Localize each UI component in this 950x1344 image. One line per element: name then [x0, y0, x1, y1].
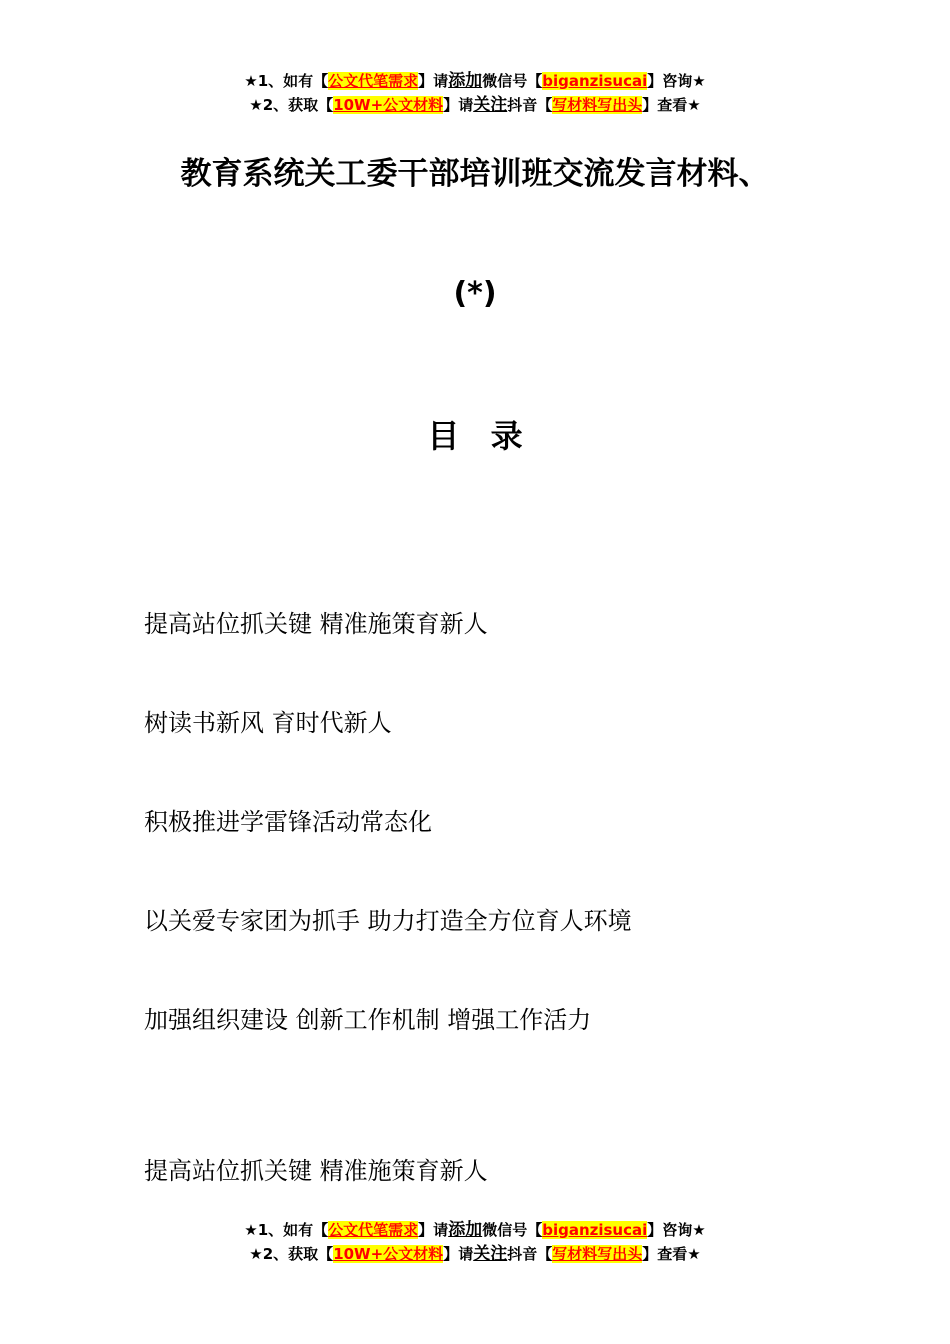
- highlight-douyin-id: 写材料写出头: [552, 96, 643, 114]
- toc-item: 提高站位抓关键 精准施策育新人: [144, 610, 488, 638]
- section-heading: 提高站位抓关键 精准施策育新人: [144, 1157, 488, 1185]
- banner-text: 】咨询★: [647, 72, 706, 90]
- toc-heading: 目 录: [427, 417, 533, 455]
- banner-emphasis: 添加: [448, 71, 483, 91]
- banner-text: 微信号【: [482, 1221, 543, 1239]
- banner-text: 】查看★: [642, 1245, 701, 1263]
- footer-banner: [0, 1218, 950, 1266]
- highlight-service: 公文代笔需求: [328, 1221, 419, 1239]
- banner-text: 】查看★: [642, 96, 701, 114]
- banner-emphasis: 添加: [448, 1220, 483, 1240]
- highlight-wechat-id: biganzisucai: [542, 1221, 648, 1239]
- banner-text: ★2、获取【: [249, 96, 334, 114]
- toc-item: 加强组织建设 创新工作机制 增强工作活力: [144, 1006, 592, 1034]
- header-banner: [0, 69, 950, 117]
- banner-text: ★1、如有【: [244, 1221, 329, 1239]
- banner-line-2: [0, 93, 950, 117]
- highlight-materials: 10W+公文材料: [333, 1245, 444, 1263]
- banner-text: 抖音【: [507, 1245, 553, 1263]
- document-subtitle: (*): [453, 276, 497, 311]
- highlight-douyin-id: 写材料写出头: [552, 1245, 643, 1263]
- toc-item: 树读书新风 育时代新人: [144, 709, 392, 737]
- toc-list: [144, 606, 632, 1101]
- banner-text: 】请: [443, 96, 474, 114]
- banner-text: 抖音【: [507, 96, 553, 114]
- banner-text: 】请: [443, 1245, 474, 1263]
- banner-emphasis: 关注: [473, 1244, 508, 1264]
- banner-line-1: [0, 1218, 950, 1242]
- highlight-service: 公文代笔需求: [328, 72, 419, 90]
- banner-text: 】请: [418, 72, 449, 90]
- banner-line-1: [0, 69, 950, 93]
- banner-text: ★1、如有【: [244, 72, 329, 90]
- banner-emphasis: 关注: [473, 95, 508, 115]
- banner-line-2: [0, 1242, 950, 1266]
- highlight-materials: 10W+公文材料: [333, 96, 444, 114]
- highlight-wechat-id: biganzisucai: [542, 72, 648, 90]
- banner-text: 】咨询★: [647, 1221, 706, 1239]
- toc-item: 以关爱专家团为抓手 助力打造全方位育人环境: [144, 907, 632, 935]
- toc-item: 积极推进学雷锋活动常态化: [144, 808, 432, 836]
- banner-text: 】请: [418, 1221, 449, 1239]
- banner-text: 微信号【: [482, 72, 543, 90]
- document-title: 教育系统关工委干部培训班交流发言材料、: [180, 156, 770, 192]
- banner-text: ★2、获取【: [249, 1245, 334, 1263]
